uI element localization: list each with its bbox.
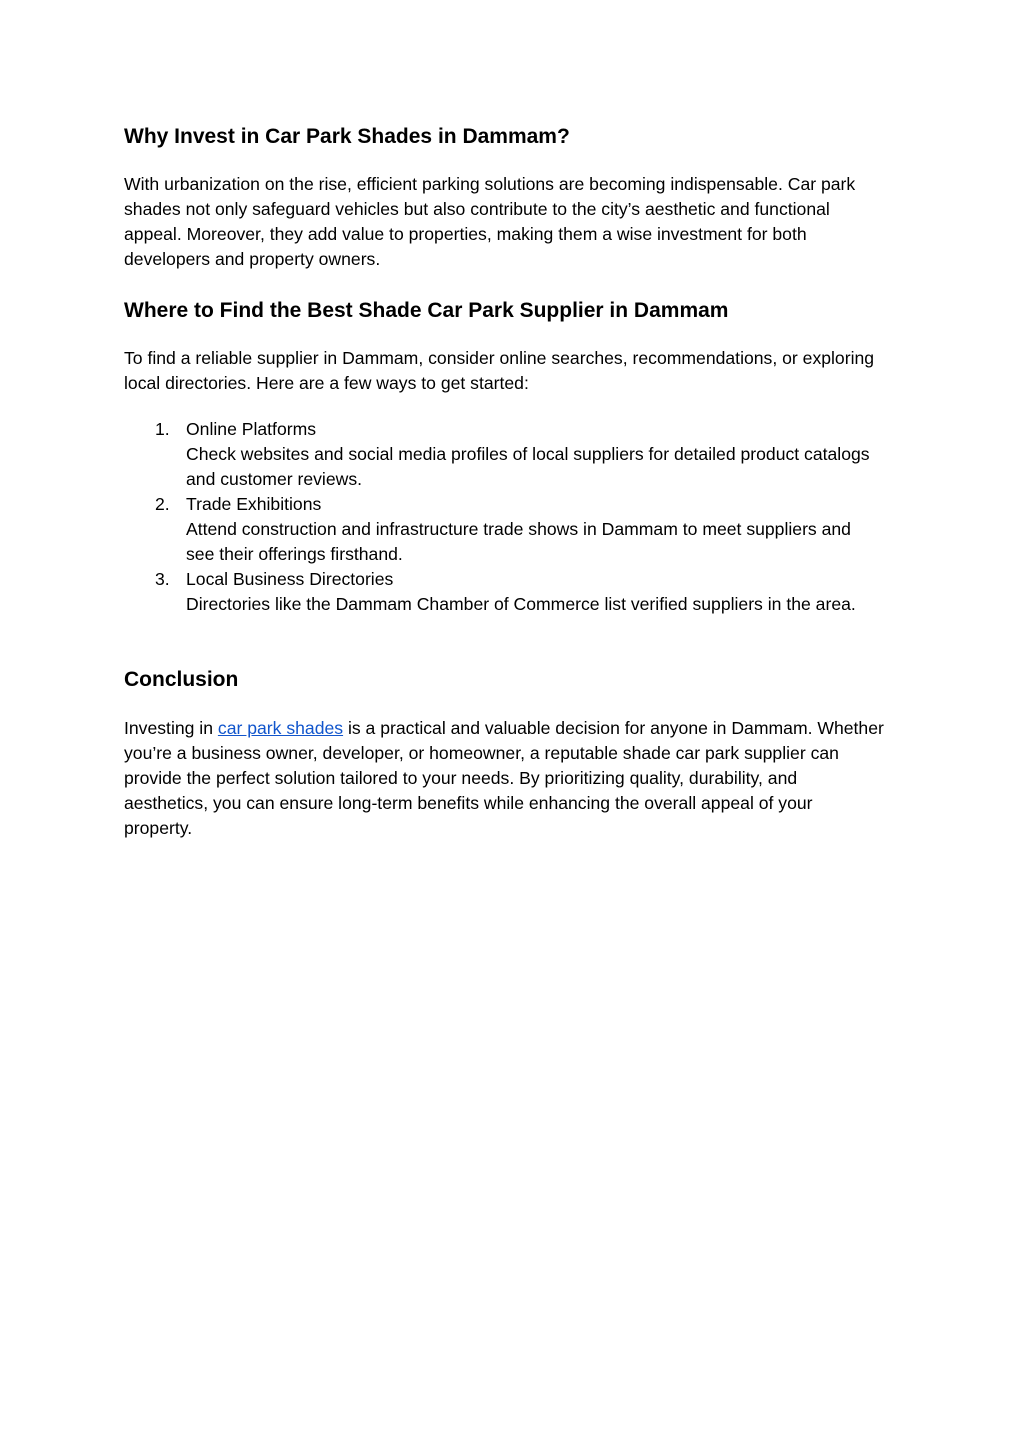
list-item: [124, 567, 884, 617]
list-item-number: 2.: [155, 494, 170, 514]
car-park-shades-link[interactable]: car park shades: [217, 718, 344, 738]
section-paragraph-why-invest: With urbanization on the rise, efficient parking solutions are becoming indispensable. Car park shades not only safeguard vehicles but also contribute to the city’s aesthetic and functional appeal. Moreover, they add value to properties, making them a wise investment for both developers and property owners.: [124, 174, 856, 269]
section-heading-where-to-find: Where to Find the Best Shade Car Park Supplier in Dammam: [124, 299, 729, 322]
list-item-description: Attend construction and infrastructure trade shows in Dammam to meet suppliers and see their offerings firsthand.: [186, 519, 851, 564]
section-heading-conclusion: Conclusion: [124, 668, 239, 691]
section-paragraph-where-to-find: To find a reliable supplier in Dammam, consider online searches, recommendations, or exploring local directories. Here are a few ways to get started:: [124, 348, 875, 393]
conclusion-text-before-link: Investing in: [124, 718, 218, 738]
list-item-title: Local Business Directories: [186, 569, 394, 589]
list-item-title: Trade Exhibitions: [186, 494, 322, 514]
section-heading-why-invest: Why Invest in Car Park Shades in Dammam?: [124, 125, 570, 148]
list-item-title: Online Platforms: [186, 419, 317, 439]
section-paragraph-conclusion: [124, 716, 884, 841]
list-item: [124, 492, 884, 567]
list-item-number: 1.: [155, 419, 170, 439]
list-item-description: Directories like the Dammam Chamber of Commerce list verified suppliers in the area.: [186, 594, 856, 614]
conclusion-text-after-link: is a practical and valuable decision for anyone in Dammam. Whether you’re a business owner, developer, or homeowner, a reputable shade car park supplier can provide the perfect solution tailored to your needs. By prioritizing quality, durability, and aesthetics, you can ensure long-term benefits while enhancing the overall appeal of your property.: [124, 718, 884, 838]
list-item: [124, 417, 884, 492]
supplier-ways-list: [124, 417, 884, 617]
list-item-number: 3.: [155, 569, 170, 589]
list-item-description: Check websites and social media profiles of local suppliers for detailed product catalogs and customer reviews.: [186, 444, 870, 489]
